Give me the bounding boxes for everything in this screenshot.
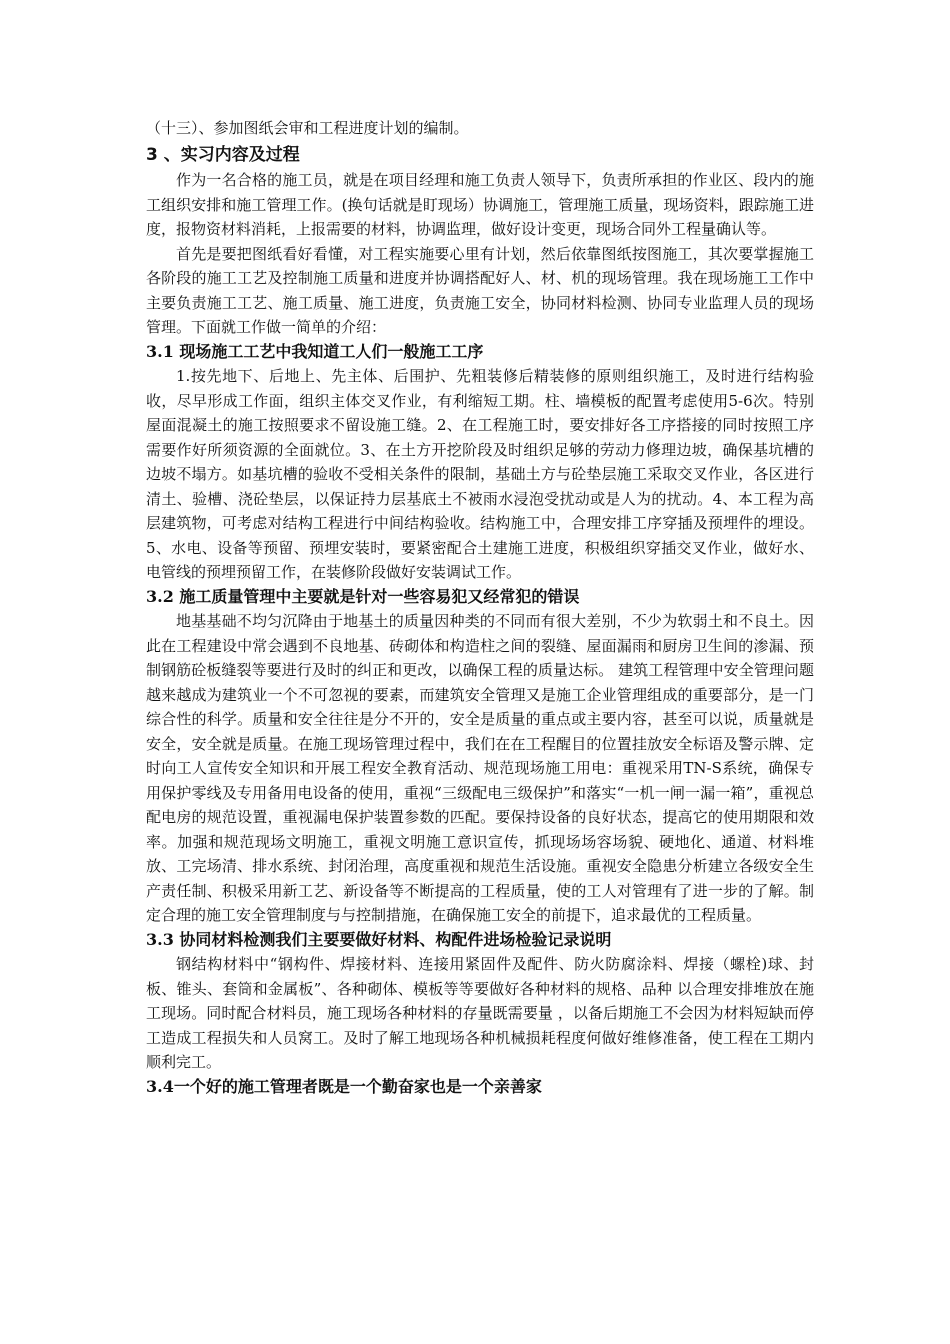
section-3-1-paragraph: 1.按先地下、后地上、先主体、后围护、先粗装修后精装修的原则组织施工，及时进行结构验收，尽早形成工作面，组织主体交叉作业，有利缩短工期。柱、墙模板的配置考虑使用5-6次。特别屋面混凝土的施工按照要求不留设施工缝。2、在工程施工时，要安排好各工序搭接的同时按照工序需要作好所须资源的全面就位。3、在土方开挖阶段及时组织足够的劳动力修理边坡，确保基坑槽的边坡不塌方。如基坑槽的验收不受相关条件的限制，基础土方与砼垫层施工采取交叉作业，各区进行清土、验槽、浇砼垫层，以保证持力层基底土不被雨水浸泡受扰动或是人为的扰动。4、本工程为高层建筑物，可考虑对结构工程进行中间结构验收。结构施工中，合理安排工序穿插及预埋件的埋设。5、水电、设备等预留、预埋安装时，要紧密配合土建施工进度，积极组织穿插交叉作业，做好水、电管线的预埋预留工作，在装修阶段做好安装调试工作。: [146, 367, 814, 581]
section-3-paragraph-1: 作为一名合格的施工员，就是在项目经理和施工负责人领导下，负责所承担的作业区、段内的施工组织安排和施工管理工作。(换句话就是盯现场）协调施工，管理施工质量，现场资料，跟踪施工进度，报物资材料消耗，上报需要的材料，协调监理，做好设计变更，现场合同外工程量确认等。: [146, 171, 814, 238]
document-page: [146, 116, 814, 1099]
section-3-1-heading: 3.1 现场施工工艺中我知道工人们一般施工工序: [146, 341, 484, 361]
section-3-2-heading: 3.2 施工质量管理中主要就是针对一些容易犯又经常犯的错误: [146, 586, 580, 606]
section-3-3-heading: 3.3 协同材料检测我们主要要做好材料、构配件进场检验记录说明: [146, 929, 612, 949]
section-3-2-paragraph: 地基基础不均匀沉降由于地基土的质量因种类的不同而有很大差别，不少为软弱土和不良土。因此在工程建设中常会遇到不良地基、砖砌体和构造柱之间的裂缝、屋面漏雨和厨房卫生间的渗漏、预制钢筋砼板缝裂等要进行及时的纠正和更改，以确保工程的质量达标。 建筑工程管理中安全管理问题越来越成为建筑业一个不可忽视的要素，而建筑安全管理又是施工企业管理组成的重要部分，是一门综合性的科学。质量和安全往往是分不开的，安全是质量的重点或主要内容，甚至可以说，质量就是安全，安全就是质量。在施工现场管理过程中，我们在在工程醒目的位置挂放安全标语及警示牌、定时向工人宣传安全知识和开展工程安全教育活动、规范现场施工用电：重视采用TN-S系统，确保专用保护零线及专用备用电设备的使用，重视“三级配电三级保护”和落实“一机一闸一漏一箱”，重视总配电房的规范设置，重视漏电保护装置参数的匹配。要保持设备的良好状态，提高它的使用期限和效率。加强和规范现场文明施工，重视文明施工意识宣传，抓现场场容场貌、硬地化、通道、材料堆放、工完场清、排水系统、封闭治理，高度重视和规范生活设施。重视安全隐患分析建立各级安全生产责任制、积极采用新工艺、新设备等不断提高的工程质量，使的工人对管理有了进一步的了解。制定合理的施工安全管理制度与与控制措施，在确保施工安全的前提下，追求最优的工程质量。: [146, 612, 814, 924]
section-3-paragraph-2: 首先是要把图纸看好看懂，对工程实施要心里有计划，然后依靠图纸按图施工，其次要掌握施工各阶段的施工工艺及控制施工质量和进度并协调搭配好人、材、机的现场管理。我在现场施工工作中主要负责施工工艺、施工质量、施工进度，负责施工安全，协同材料检测、协同专业监理人员的现场管理。下面就工作做一简单的介绍：: [146, 244, 814, 336]
list-item-13: （十三）、参加图纸会审和工程进度计划的编制。: [146, 119, 469, 137]
section-3-4-heading: 3.4一个好的施工管理者既是一个勤奋家也是一个亲善家: [146, 1076, 542, 1096]
section-3-heading: 3 、实习内容及过程: [146, 145, 300, 165]
section-3-3-paragraph: 钢结构材料中“钢构件、焊接材料、连接用紧固件及配件、防火防腐涂料、焊接（螺栓)球、封板、锥头、套筒和金属板”、各种砌体、模板等等要做好各种材料的规格、品种 以合理安排堆放在施工现场。同时配合材料员，施工现场各种材料的存量既需要量 ，以备后期施工不会因为材料短缺而停工造成工程损失和人员窝工。及时了解工地现场各种机械损耗程度何做好维修准备，使工程在工期内顺利完工。: [146, 955, 814, 1071]
